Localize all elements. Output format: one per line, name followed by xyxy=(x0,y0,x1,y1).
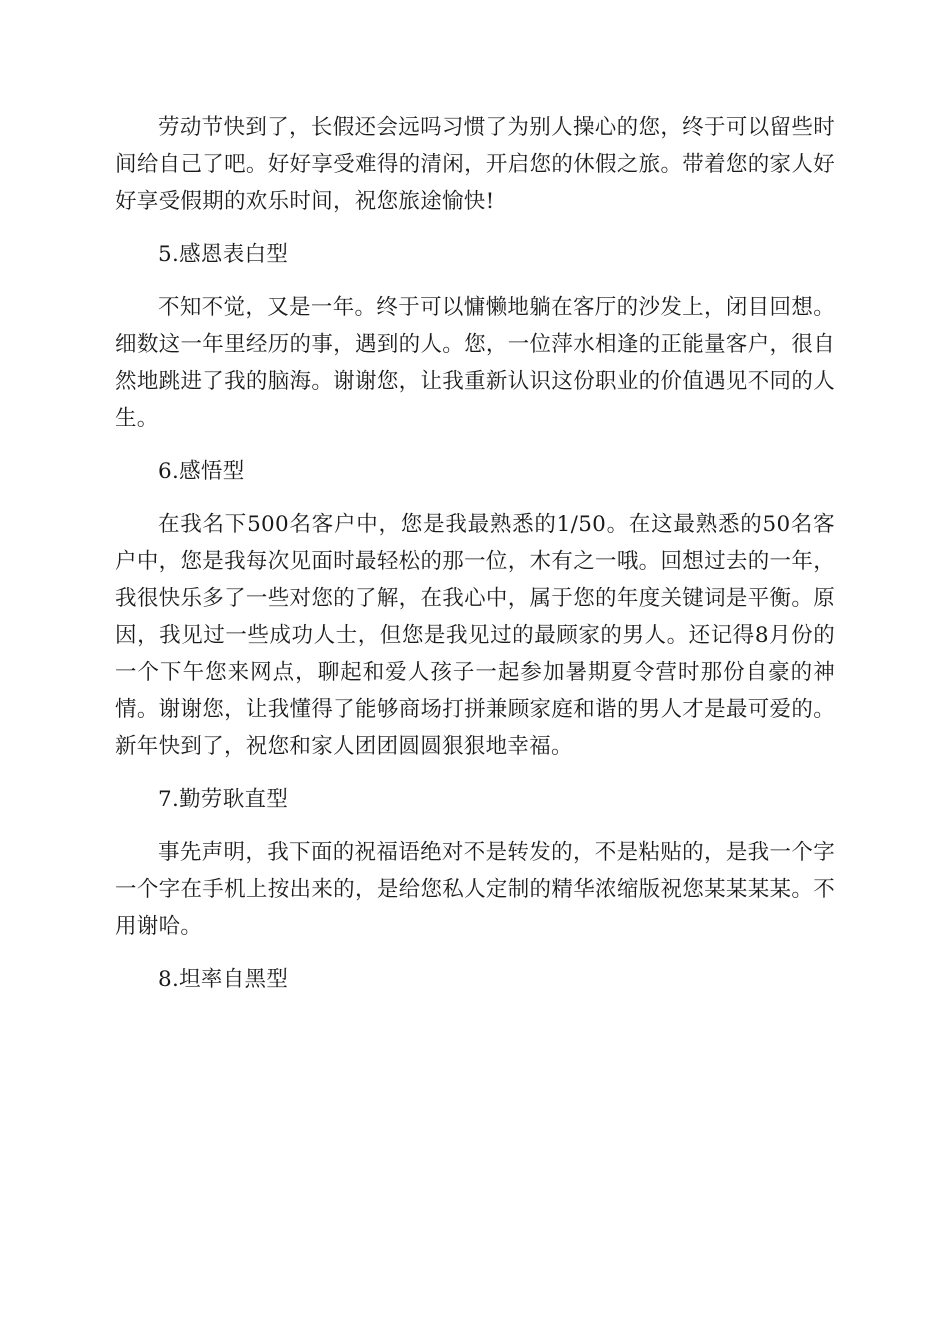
paragraph-diligent: 事先声明，我下面的祝福语绝对不是转发的，不是粘贴的，是我一个字一个字在手机上按出来的，是给您私人定制的精华浓缩版祝您某某某某。不用谢哈。 xyxy=(115,840,835,939)
heading-diligent: 7.勤劳耿直型 xyxy=(158,787,289,812)
heading-self-deprecating: 8.坦率自黑型 xyxy=(158,967,289,992)
paragraph-reflection: 在我名下500名客户中，您是我最熟悉的1/50。在这最熟悉的50名客户中，您是我每次见面时最轻松的那一位，木有之一哦。回想过去的一年，我很快乐多了一些对您的了解，在我心中，属于您的年度关键词是平衡。原因，我见过一些成功人士，但您是我见过的最顾家的男人。还记得8月份的一个下午您来网点，聊起和爱人孩子一起参加暑期夏令营时那份自豪的神情。谢谢您，让我懂得了能够商场打拼兼顾家庭和谐的男人才是最可爱的。新年快到了，祝您和家人团团圆圆狠狠地幸福。 xyxy=(115,512,835,759)
heading-gratitude: 5.感恩表白型 xyxy=(158,242,289,267)
document-page xyxy=(115,109,835,1014)
heading-reflection: 6.感悟型 xyxy=(158,459,245,484)
paragraph-labor-day: 劳动节快到了，长假还会远吗习惯了为别人操心的您，终于可以留些时间给自己了吧。好好享受难得的清闲，开启您的休假之旅。带着您的家人好好享受假期的欢乐时间，祝您旅途愉快! xyxy=(115,115,835,214)
paragraph-gratitude: 不知不觉，又是一年。终于可以慵懒地躺在客厅的沙发上，闭目回想。细数这一年里经历的事，遇到的人。您，一位萍水相逢的正能量客户，很自然地跳进了我的脑海。谢谢您，让我重新认识这份职业的价值遇见不同的人生。 xyxy=(115,295,835,431)
